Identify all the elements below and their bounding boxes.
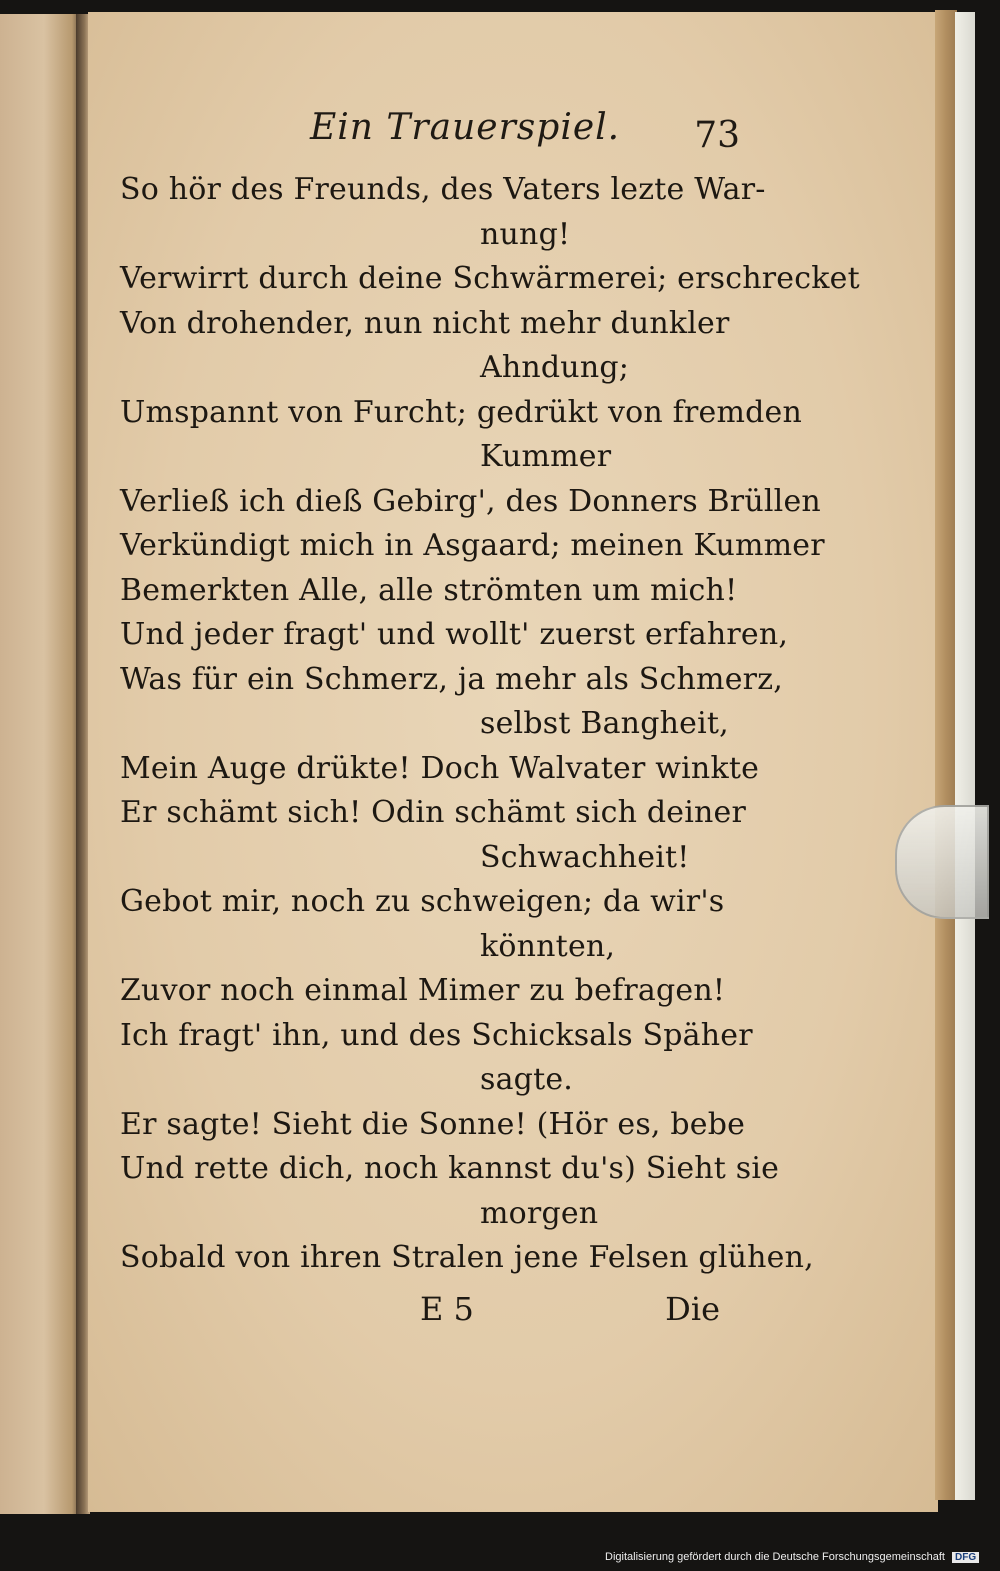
dfg-logo-icon: DFG xyxy=(952,1552,979,1563)
page-stack-edge xyxy=(935,10,957,1500)
cover-edge xyxy=(955,12,975,1500)
verse-line: Umspannt von Furcht; gedrükt von fremden xyxy=(120,394,803,430)
verse-line: Von drohender, nun nicht mehr dunkler xyxy=(120,305,730,341)
verse-line: Er sagte! Sieht die Sonne! (Hör es, bebe xyxy=(120,1106,746,1142)
verse-line-continuation: selbst Bangheit, xyxy=(480,706,729,741)
verse-line-continuation: Schwachheit! xyxy=(480,839,690,875)
verse-line: Mein Auge drükte! Doch Walvater winkte xyxy=(120,750,760,786)
verse-line: Er schämt sich! Odin schämt sich deiner xyxy=(120,795,747,830)
verse-line: Gebot mir, noch zu schweigen; da wir's xyxy=(120,884,725,919)
funding-credit-text: Digitalisierung gefördert durch die Deutsche Forschungsgemeinschaft xyxy=(605,1551,945,1563)
verse-line: Verließ ich dieß Gebirg', des Donners Brüllen xyxy=(120,483,821,519)
signature-mark: E 5 xyxy=(420,1290,474,1328)
verse-line: Was für ein Schmerz, ja mehr als Schmerz, xyxy=(120,661,783,697)
verse-line: Ich fragt' ihn, und des Schicksals Späher xyxy=(120,1017,753,1053)
verse-line-continuation: sagte. xyxy=(480,1062,574,1097)
verse-text xyxy=(120,168,860,1281)
verse-line: Und jeder fragt' und wollt' zuerst erfahren, xyxy=(120,617,789,652)
page-clip xyxy=(895,805,989,919)
verse-line: Verkündigt mich in Asgaard; meinen Kummer xyxy=(120,528,825,563)
page-footer xyxy=(120,1290,740,1340)
funding-credit xyxy=(605,1551,979,1563)
left-page-edge xyxy=(0,14,80,1514)
verse-line: Bemerkten Alle, alle strömten um mich! xyxy=(120,572,738,608)
verse-line: Und rette dich, noch kannst du's) Sieht sie xyxy=(120,1151,780,1186)
page-number: 73 xyxy=(694,115,740,156)
verse-line-continuation: Ahndung; xyxy=(480,350,630,385)
verse-line-continuation: morgen xyxy=(480,1195,599,1231)
verse-line: So hör des Freunds, des Vaters lezte War- xyxy=(120,172,766,207)
verse-line: Sobald von ihren Stralen jene Felsen glühen, xyxy=(120,1240,814,1275)
catchword: Die xyxy=(665,1290,720,1328)
verse-line-continuation: Kummer xyxy=(480,439,612,474)
verse-line-continuation: könnten, xyxy=(480,928,616,964)
running-header xyxy=(120,105,740,165)
verse-line-continuation: nung! xyxy=(480,216,571,252)
verse-line: Verwirrt durch deine Schwärmerei; erschrecket xyxy=(120,261,860,296)
verse-line: Zuvor noch einmal Mimer zu befragen! xyxy=(120,973,726,1008)
running-title: Ein Trauerspiel. xyxy=(310,107,621,148)
